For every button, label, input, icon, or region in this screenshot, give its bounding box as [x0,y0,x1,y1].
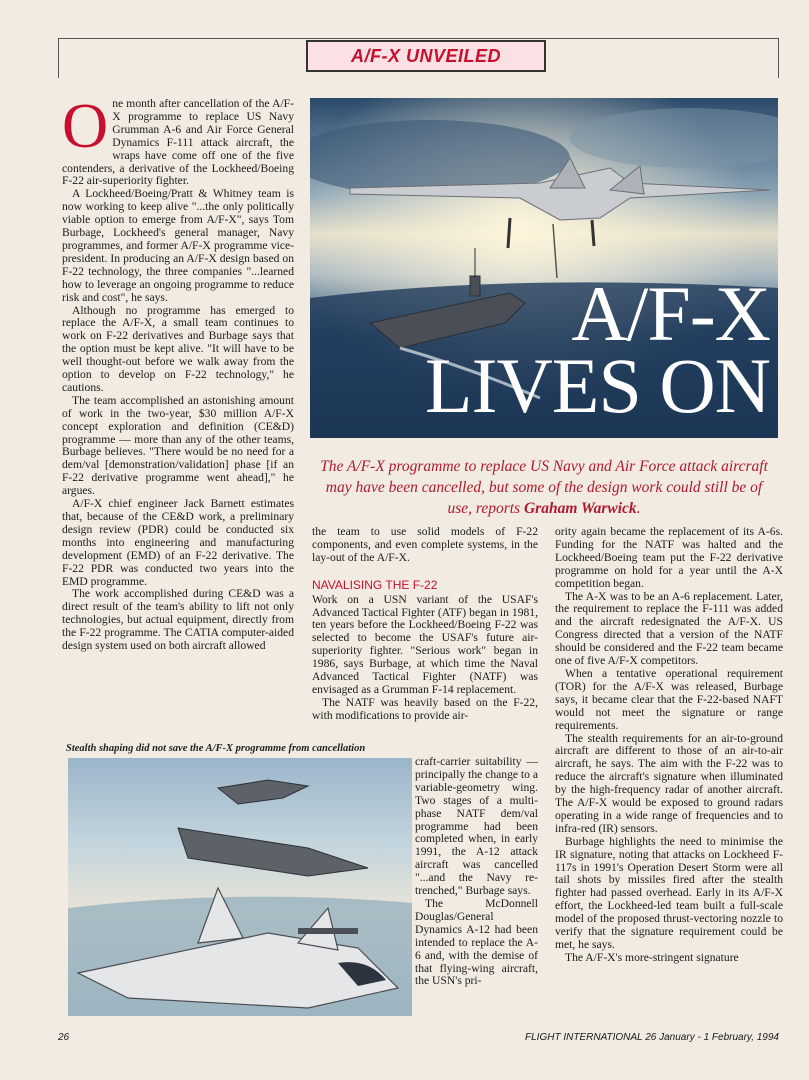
paragraph: When a tentative operational requirement (TOR) for the A/F-X was released, Burbage says, it became clear that the F-22-based NAFT would not meet the signature or range requirements. [555,666,783,732]
paragraph: The NATF was heavily based on the F-22, with modifications to provide air- [312,695,538,722]
header-rule-left [58,38,59,78]
header-rule-right [778,38,779,78]
aircraft-formation-painting [68,758,412,1016]
paragraph: Work on a USN variant of the USAF's Advanced Tactical Fighter (ATF) began in 1981, ten years before the Lockheed/Boeing F-22 was selected to become the USAF's future air-superiority fighter. "Serious work" began in 1986, says Burbage, at which time the Naval Advanced Tactical Fighter (NATF) was envisaged as a Grumman F-14 replacement. [312,592,538,696]
paragraph: the team to use solid models of F-22 components, and even complete systems, in the lay-out of the A/F-X. [312,525,538,564]
drop-cap: O [62,90,109,161]
page-number: 26 [58,1032,70,1043]
hero-headline [424,270,770,429]
paragraph: ority again became the replacement of its A-6s. Funding for the NATF was halted and the Lockheed/Boeing team put the F-22 derivative programme on hold for a year until the A-X competition began. [555,525,783,590]
paragraph: A/F-X chief engineer Jack Barnett estimates that, because of the CE&D work, a preliminary design review (PDR) could be conducted six months into engineering and manufacturing development (EMD) of an F-22 derivative. The F-22 PDR was conducted two years into the EMD programme. [62,497,294,588]
stealth-aircraft-illustration [68,758,412,1016]
section-kicker: A/F-X UNVEILED [306,40,546,72]
article-column-1 [62,90,294,653]
paragraph: A Lockheed/Boeing/Pratt & Whitney team is now working to keep alive "...the only politically viable option to emerge from A/F-X", says Tom Burbage, Lockheed's general manager, Navy programmes, and former A/F-X programme vice-president. In producing an A/F-X design based on F-22 technology, the three companies "...learned how to leverage an ongoing programme to reduce risk and cost", he says. [62,187,294,304]
paragraph: One month after cancellation of the A/F-X programme to replace US Navy Grumman A-6 and Air Force General Dynamics F-111 attack aircraft, the wraps have come off one of the five contenders, a derivative of the Lockheed/Boeing F-22 air-superiority fighter. [62,90,294,188]
paragraph: Although no programme has emerged to replace the A/F-X, a small team continues to work on F-22 derivatives and Burbage says that the option must be kept alive. "It will have to be well thought-out before we walk away from the option to develop on F-22 technology," he cautions. [62,303,294,394]
hero-illustration [310,98,778,438]
headline-line-1: A/F-X [571,270,770,357]
author-name: Graham Warwick [523,500,637,517]
header-rule [58,38,778,39]
paragraph: The stealth requirements for an air-to-ground aircraft are different to those of an air-to-air aircraft, he says. The aim with the F-22 was to reduce the aircraft's signature when illuminated by the high-frequency radar of another aircraft. The A/F-X would be exposed to ground radars operating in a wide range of frequencies and to infra-red (IR) sensors. [555,731,783,835]
article-column-3 [555,526,783,965]
paragraph: The team accomplished an astonishing amount of work in the two-year, $30 million A/F-X concept exploration and definition (CE&D) programme — more than any of the other teams, Burbage believes. "There would be no need for a dem/val [demonstration/validation] phase [if an F-22 derivative programme went ahead]," he argues. [62,393,294,498]
paragraph: The A-X was to be an A-6 replacement. Later, the requirement to replace the F-111 was added and the aircraft redesignated the A/F-X. US Congress directed that a version of the NATF should be considered and the F-22 team became one of five A/F-X competitors. [555,589,783,668]
headline-line-2: LIVES ON [424,342,770,429]
standfirst: The A/F-X programme to replace US Navy and Air Force attack aircraft may have been cancelled, but some of the design work could still be of use, reports Graham Warwick. [320,458,768,517]
article-side-column [415,756,538,988]
section-subhead: NAVALISING THE F-22 [312,577,438,592]
paragraph: The A/F-X's more-stringent signature [565,950,739,964]
paragraph: craft-carrier suitability — principally the change to a variable-geometry wing. Two stages of a multi-phase NATF dem/val programme had been completed when, in early 1991, the A-12 attack aircraft was cancelled "...and the Navy re-trenched," Burbage says. [415,755,538,898]
paragraph: The work accomplished during CE&D was a direct result of the team's ability to lift not only technologies, but actual equipment, directly from the F-22 programme. The CATIA computer-aided design system used on both aircraft allowed [62,587,294,653]
image-caption: Stealth shaping did not save the A/F-X programme from cancellation [66,743,366,754]
publication-footer: FLIGHT INTERNATIONAL 26 January - 1 February, 1994 [525,1032,779,1043]
article-column-2 [312,526,538,723]
paragraph: The McDonnell Douglas/General Dynamics A-12 had been intended to replace the A-6 and, with the demise of that flying-wing aircraft, the USN's pri- [415,896,538,988]
paragraph: Burbage highlights the need to minimise the IR signature, noting that attacks on Lockheed F-117s in 1991's Operation Desert Storm were all tail shots by missiles fired after the stealth fighter had passed overhead. Early in its A/F-X effort, the Lockheed-led team built a full-scale model of the proposed thrust-vectoring nozzle to verify that the signature requirement could be met, he says. [555,834,783,951]
